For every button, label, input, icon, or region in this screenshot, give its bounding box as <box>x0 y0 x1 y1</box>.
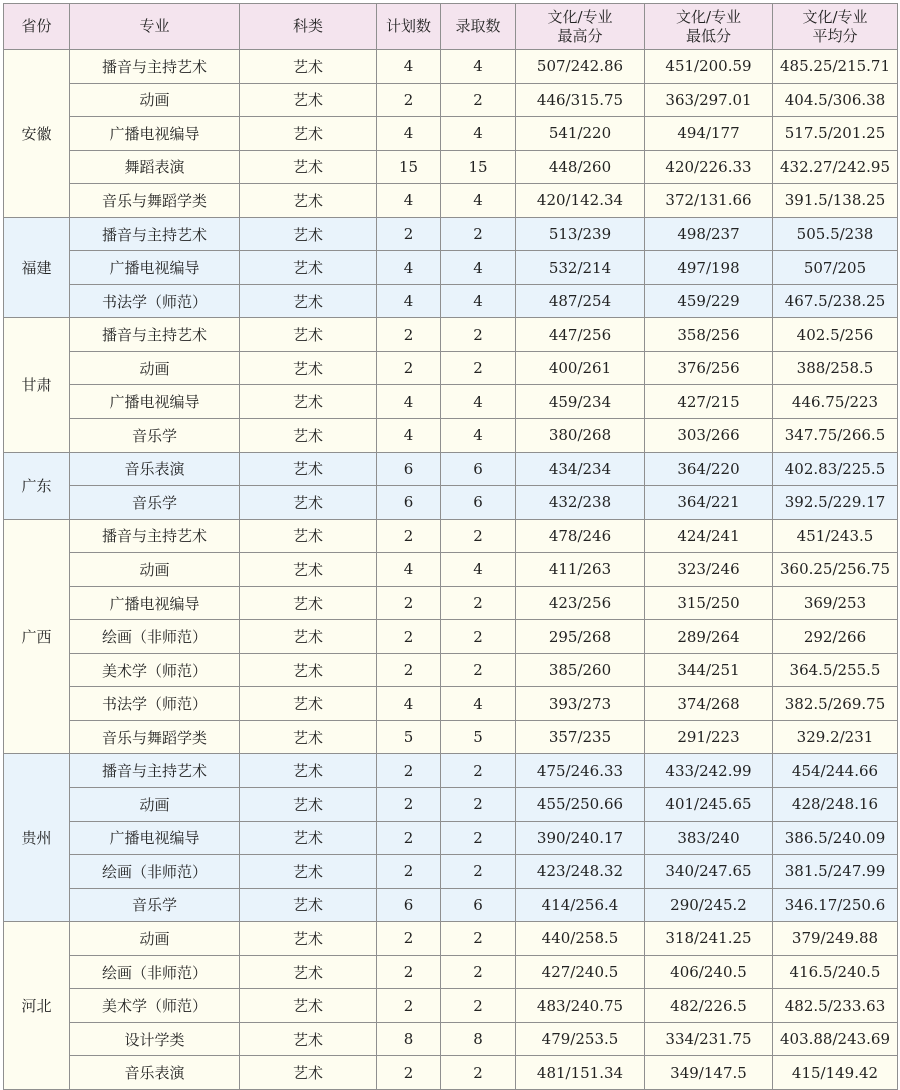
admit-count-cell: 6 <box>441 888 516 922</box>
province-cell: 广西 <box>4 519 70 754</box>
table-row <box>4 419 898 453</box>
plan-count-cell: 2 <box>377 519 441 553</box>
avg-score-cell: 416.5/240.5 <box>773 955 898 989</box>
max-score-cell: 448/260 <box>516 150 645 184</box>
major-cell: 播音与主持艺术 <box>70 50 240 84</box>
plan-count-cell: 4 <box>377 50 441 84</box>
min-score-cell: 433/242.99 <box>645 754 773 788</box>
plan-count-cell: 2 <box>377 620 441 654</box>
plan-count-cell: 2 <box>377 754 441 788</box>
max-score-cell: 423/256 <box>516 586 645 620</box>
header-min-score <box>645 4 773 50</box>
header-admit-count: 录取数 <box>441 4 516 50</box>
avg-score-cell: 381.5/247.99 <box>773 855 898 889</box>
major-cell: 书法学（师范） <box>70 687 240 721</box>
max-score-cell: 507/242.86 <box>516 50 645 84</box>
max-score-cell: 446/315.75 <box>516 83 645 117</box>
avg-score-cell: 404.5/306.38 <box>773 83 898 117</box>
major-cell: 播音与主持艺术 <box>70 217 240 251</box>
admit-count-cell: 2 <box>441 620 516 654</box>
table-row <box>4 1022 898 1056</box>
category-cell: 艺术 <box>240 553 377 587</box>
admit-count-cell: 2 <box>441 1056 516 1090</box>
header-max-line1: 文化/专业 <box>547 7 613 26</box>
min-score-cell: 374/268 <box>645 687 773 721</box>
category-cell: 艺术 <box>240 989 377 1023</box>
min-score-cell: 291/223 <box>645 720 773 754</box>
major-cell: 播音与主持艺术 <box>70 519 240 553</box>
min-score-cell: 318/241.25 <box>645 922 773 956</box>
plan-count-cell: 2 <box>377 586 441 620</box>
table-row <box>4 1056 898 1090</box>
table-row <box>4 251 898 285</box>
avg-score-cell: 369/253 <box>773 586 898 620</box>
header-category: 科类 <box>240 4 377 50</box>
category-cell: 艺术 <box>240 519 377 553</box>
table-row <box>4 452 898 486</box>
max-score-cell: 440/258.5 <box>516 922 645 956</box>
min-score-cell: 420/226.33 <box>645 150 773 184</box>
category-cell: 艺术 <box>240 1022 377 1056</box>
province-cell: 贵州 <box>4 754 70 922</box>
category-cell: 艺术 <box>240 687 377 721</box>
header-min-line1: 文化/专业 <box>675 7 742 26</box>
plan-count-cell: 2 <box>377 1056 441 1090</box>
table-row <box>4 217 898 251</box>
admit-count-cell: 2 <box>441 351 516 385</box>
min-score-cell: 406/240.5 <box>645 955 773 989</box>
admit-count-cell: 4 <box>441 184 516 218</box>
table-row <box>4 888 898 922</box>
min-score-cell: 459/229 <box>645 284 773 318</box>
table-row <box>4 117 898 151</box>
min-score-cell: 363/297.01 <box>645 83 773 117</box>
admit-count-cell: 8 <box>441 1022 516 1056</box>
plan-count-cell: 6 <box>377 486 441 520</box>
max-score-cell: 434/234 <box>516 452 645 486</box>
max-score-cell: 295/268 <box>516 620 645 654</box>
min-score-cell: 340/247.65 <box>645 855 773 889</box>
max-score-cell: 479/253.5 <box>516 1022 645 1056</box>
max-score-cell: 447/256 <box>516 318 645 352</box>
min-score-cell: 303/266 <box>645 419 773 453</box>
avg-score-cell: 382.5/269.75 <box>773 687 898 721</box>
major-cell: 广播电视编导 <box>70 385 240 419</box>
table-row <box>4 83 898 117</box>
avg-score-cell: 454/244.66 <box>773 754 898 788</box>
avg-score-cell: 485.25/215.71 <box>773 50 898 84</box>
plan-count-cell: 4 <box>377 251 441 285</box>
table-row <box>4 922 898 956</box>
category-cell: 艺术 <box>240 184 377 218</box>
admit-count-cell: 4 <box>441 284 516 318</box>
major-cell: 动画 <box>70 553 240 587</box>
admit-count-cell: 4 <box>441 50 516 84</box>
min-score-cell: 376/256 <box>645 351 773 385</box>
major-cell: 绘画（非师范） <box>70 955 240 989</box>
avg-score-cell: 402.83/225.5 <box>773 452 898 486</box>
category-cell: 艺术 <box>240 385 377 419</box>
category-cell: 艺术 <box>240 117 377 151</box>
admit-count-cell: 2 <box>441 318 516 352</box>
category-cell: 艺术 <box>240 452 377 486</box>
max-score-cell: 357/235 <box>516 720 645 754</box>
admit-count-cell: 2 <box>441 83 516 117</box>
major-cell: 绘画（非师范） <box>70 620 240 654</box>
table-row <box>4 586 898 620</box>
major-cell: 动画 <box>70 922 240 956</box>
admit-count-cell: 4 <box>441 385 516 419</box>
avg-score-cell: 347.75/266.5 <box>773 419 898 453</box>
max-score-cell: 481/151.34 <box>516 1056 645 1090</box>
province-cell: 甘肃 <box>4 318 70 452</box>
plan-count-cell: 2 <box>377 955 441 989</box>
admit-count-cell: 2 <box>441 922 516 956</box>
plan-count-cell: 4 <box>377 284 441 318</box>
table-row <box>4 754 898 788</box>
min-score-cell: 401/245.65 <box>645 788 773 822</box>
admit-count-cell: 4 <box>441 117 516 151</box>
min-score-cell: 383/240 <box>645 821 773 855</box>
plan-count-cell: 4 <box>377 117 441 151</box>
table-row <box>4 955 898 989</box>
admit-count-cell: 6 <box>441 486 516 520</box>
max-score-cell: 380/268 <box>516 419 645 453</box>
max-score-cell: 414/256.4 <box>516 888 645 922</box>
plan-count-cell: 2 <box>377 83 441 117</box>
table-row <box>4 351 898 385</box>
avg-score-cell: 292/266 <box>773 620 898 654</box>
admit-count-cell: 2 <box>441 989 516 1023</box>
category-cell: 艺术 <box>240 351 377 385</box>
admission-score-table <box>3 3 898 1090</box>
table-row <box>4 50 898 84</box>
max-score-cell: 487/254 <box>516 284 645 318</box>
header-avg-line1: 文化/专业 <box>802 7 868 26</box>
avg-score-cell: 446.75/223 <box>773 385 898 419</box>
category-cell: 艺术 <box>240 1056 377 1090</box>
category-cell: 艺术 <box>240 620 377 654</box>
major-cell: 美术学（师范） <box>70 653 240 687</box>
avg-score-cell: 467.5/238.25 <box>773 284 898 318</box>
max-score-cell: 420/142.34 <box>516 184 645 218</box>
header-plan-count: 计划数 <box>377 4 441 50</box>
major-cell: 音乐与舞蹈学类 <box>70 720 240 754</box>
avg-score-cell: 379/249.88 <box>773 922 898 956</box>
table-row <box>4 150 898 184</box>
header-avg-line2: 平均分 <box>812 26 858 45</box>
plan-count-cell: 8 <box>377 1022 441 1056</box>
plan-count-cell: 2 <box>377 351 441 385</box>
max-score-cell: 427/240.5 <box>516 955 645 989</box>
category-cell: 艺术 <box>240 653 377 687</box>
max-score-cell: 475/246.33 <box>516 754 645 788</box>
admit-count-cell: 2 <box>441 519 516 553</box>
major-cell: 音乐表演 <box>70 1056 240 1090</box>
max-score-cell: 532/214 <box>516 251 645 285</box>
category-cell: 艺术 <box>240 486 377 520</box>
major-cell: 动画 <box>70 351 240 385</box>
min-score-cell: 290/245.2 <box>645 888 773 922</box>
province-cell: 广东 <box>4 452 70 519</box>
major-cell: 广播电视编导 <box>70 586 240 620</box>
category-cell: 艺术 <box>240 586 377 620</box>
min-score-cell: 358/256 <box>645 318 773 352</box>
avg-score-cell: 507/205 <box>773 251 898 285</box>
category-cell: 艺术 <box>240 251 377 285</box>
plan-count-cell: 4 <box>377 419 441 453</box>
min-score-cell: 494/177 <box>645 117 773 151</box>
avg-score-cell: 391.5/138.25 <box>773 184 898 218</box>
major-cell: 动画 <box>70 83 240 117</box>
header-min-line2: 最低分 <box>685 26 731 45</box>
category-cell: 艺术 <box>240 150 377 184</box>
major-cell: 音乐表演 <box>70 452 240 486</box>
admit-count-cell: 5 <box>441 720 516 754</box>
major-cell: 舞蹈表演 <box>70 150 240 184</box>
avg-score-cell: 388/258.5 <box>773 351 898 385</box>
major-cell: 广播电视编导 <box>70 117 240 151</box>
major-cell: 广播电视编导 <box>70 251 240 285</box>
table-row <box>4 385 898 419</box>
max-score-cell: 423/248.32 <box>516 855 645 889</box>
header-major: 专业 <box>70 4 240 50</box>
max-score-cell: 385/260 <box>516 653 645 687</box>
avg-score-cell: 386.5/240.09 <box>773 821 898 855</box>
admit-count-cell: 2 <box>441 586 516 620</box>
max-score-cell: 513/239 <box>516 217 645 251</box>
min-score-cell: 364/220 <box>645 452 773 486</box>
admit-count-cell: 2 <box>441 754 516 788</box>
category-cell: 艺术 <box>240 888 377 922</box>
avg-score-cell: 346.17/250.6 <box>773 888 898 922</box>
min-score-cell: 424/241 <box>645 519 773 553</box>
header-row <box>4 4 898 50</box>
category-cell: 艺术 <box>240 419 377 453</box>
table-row <box>4 519 898 553</box>
major-cell: 设计学类 <box>70 1022 240 1056</box>
plan-count-cell: 2 <box>377 653 441 687</box>
min-score-cell: 372/131.66 <box>645 184 773 218</box>
admit-count-cell: 2 <box>441 955 516 989</box>
header-max-score <box>516 4 645 50</box>
table-row <box>4 486 898 520</box>
major-cell: 音乐与舞蹈学类 <box>70 184 240 218</box>
plan-count-cell: 2 <box>377 217 441 251</box>
avg-score-cell: 403.88/243.69 <box>773 1022 898 1056</box>
min-score-cell: 427/215 <box>645 385 773 419</box>
table-row <box>4 553 898 587</box>
plan-count-cell: 15 <box>377 150 441 184</box>
max-score-cell: 455/250.66 <box>516 788 645 822</box>
max-score-cell: 541/220 <box>516 117 645 151</box>
avg-score-cell: 415/149.42 <box>773 1056 898 1090</box>
category-cell: 艺术 <box>240 284 377 318</box>
category-cell: 艺术 <box>240 217 377 251</box>
plan-count-cell: 4 <box>377 553 441 587</box>
category-cell: 艺术 <box>240 855 377 889</box>
min-score-cell: 289/264 <box>645 620 773 654</box>
avg-score-cell: 505.5/238 <box>773 217 898 251</box>
admit-count-cell: 2 <box>441 821 516 855</box>
table-row <box>4 318 898 352</box>
avg-score-cell: 451/243.5 <box>773 519 898 553</box>
min-score-cell: 349/147.5 <box>645 1056 773 1090</box>
admit-count-cell: 15 <box>441 150 516 184</box>
table-row <box>4 184 898 218</box>
major-cell: 播音与主持艺术 <box>70 318 240 352</box>
avg-score-cell: 482.5/233.63 <box>773 989 898 1023</box>
max-score-cell: 393/273 <box>516 687 645 721</box>
plan-count-cell: 6 <box>377 888 441 922</box>
major-cell: 书法学（师范） <box>70 284 240 318</box>
min-score-cell: 497/198 <box>645 251 773 285</box>
province-cell: 安徽 <box>4 50 70 218</box>
header-avg-score <box>773 4 898 50</box>
category-cell: 艺术 <box>240 50 377 84</box>
avg-score-cell: 329.2/231 <box>773 720 898 754</box>
min-score-cell: 315/250 <box>645 586 773 620</box>
avg-score-cell: 402.5/256 <box>773 318 898 352</box>
min-score-cell: 344/251 <box>645 653 773 687</box>
province-cell: 河北 <box>4 922 70 1090</box>
min-score-cell: 498/237 <box>645 217 773 251</box>
major-cell: 动画 <box>70 788 240 822</box>
major-cell: 广播电视编导 <box>70 821 240 855</box>
min-score-cell: 482/226.5 <box>645 989 773 1023</box>
avg-score-cell: 364.5/255.5 <box>773 653 898 687</box>
plan-count-cell: 2 <box>377 922 441 956</box>
major-cell: 音乐学 <box>70 419 240 453</box>
plan-count-cell: 2 <box>377 788 441 822</box>
admit-count-cell: 4 <box>441 251 516 285</box>
table-row <box>4 855 898 889</box>
major-cell: 绘画（非师范） <box>70 855 240 889</box>
admit-count-cell: 2 <box>441 653 516 687</box>
admit-count-cell: 4 <box>441 553 516 587</box>
category-cell: 艺术 <box>240 754 377 788</box>
max-score-cell: 400/261 <box>516 351 645 385</box>
admit-count-cell: 4 <box>441 687 516 721</box>
table-row <box>4 687 898 721</box>
table-body <box>4 50 898 1090</box>
avg-score-cell: 360.25/256.75 <box>773 553 898 587</box>
admit-count-cell: 2 <box>441 855 516 889</box>
max-score-cell: 432/238 <box>516 486 645 520</box>
table-row <box>4 788 898 822</box>
max-score-cell: 390/240.17 <box>516 821 645 855</box>
min-score-cell: 364/221 <box>645 486 773 520</box>
max-score-cell: 483/240.75 <box>516 989 645 1023</box>
table-row <box>4 653 898 687</box>
admit-count-cell: 6 <box>441 452 516 486</box>
admit-count-cell: 2 <box>441 217 516 251</box>
min-score-cell: 334/231.75 <box>645 1022 773 1056</box>
category-cell: 艺术 <box>240 821 377 855</box>
header-max-line2: 最高分 <box>557 26 603 45</box>
category-cell: 艺术 <box>240 318 377 352</box>
table-row <box>4 989 898 1023</box>
max-score-cell: 478/246 <box>516 519 645 553</box>
header-province: 省份 <box>4 4 70 50</box>
admit-count-cell: 2 <box>441 788 516 822</box>
table-row <box>4 620 898 654</box>
major-cell: 播音与主持艺术 <box>70 754 240 788</box>
plan-count-cell: 4 <box>377 184 441 218</box>
table-row <box>4 821 898 855</box>
plan-count-cell: 6 <box>377 452 441 486</box>
plan-count-cell: 5 <box>377 720 441 754</box>
table-row <box>4 720 898 754</box>
max-score-cell: 411/263 <box>516 553 645 587</box>
province-cell: 福建 <box>4 217 70 318</box>
major-cell: 美术学（师范） <box>70 989 240 1023</box>
admit-count-cell: 4 <box>441 419 516 453</box>
max-score-cell: 459/234 <box>516 385 645 419</box>
plan-count-cell: 2 <box>377 318 441 352</box>
plan-count-cell: 4 <box>377 687 441 721</box>
plan-count-cell: 2 <box>377 989 441 1023</box>
plan-count-cell: 2 <box>377 821 441 855</box>
category-cell: 艺术 <box>240 83 377 117</box>
category-cell: 艺术 <box>240 720 377 754</box>
avg-score-cell: 432.27/242.95 <box>773 150 898 184</box>
plan-count-cell: 4 <box>377 385 441 419</box>
min-score-cell: 451/200.59 <box>645 50 773 84</box>
category-cell: 艺术 <box>240 788 377 822</box>
avg-score-cell: 428/248.16 <box>773 788 898 822</box>
min-score-cell: 323/246 <box>645 553 773 587</box>
major-cell: 音乐学 <box>70 486 240 520</box>
avg-score-cell: 517.5/201.25 <box>773 117 898 151</box>
major-cell: 音乐学 <box>70 888 240 922</box>
avg-score-cell: 392.5/229.17 <box>773 486 898 520</box>
table-row <box>4 284 898 318</box>
plan-count-cell: 2 <box>377 855 441 889</box>
category-cell: 艺术 <box>240 922 377 956</box>
category-cell: 艺术 <box>240 955 377 989</box>
